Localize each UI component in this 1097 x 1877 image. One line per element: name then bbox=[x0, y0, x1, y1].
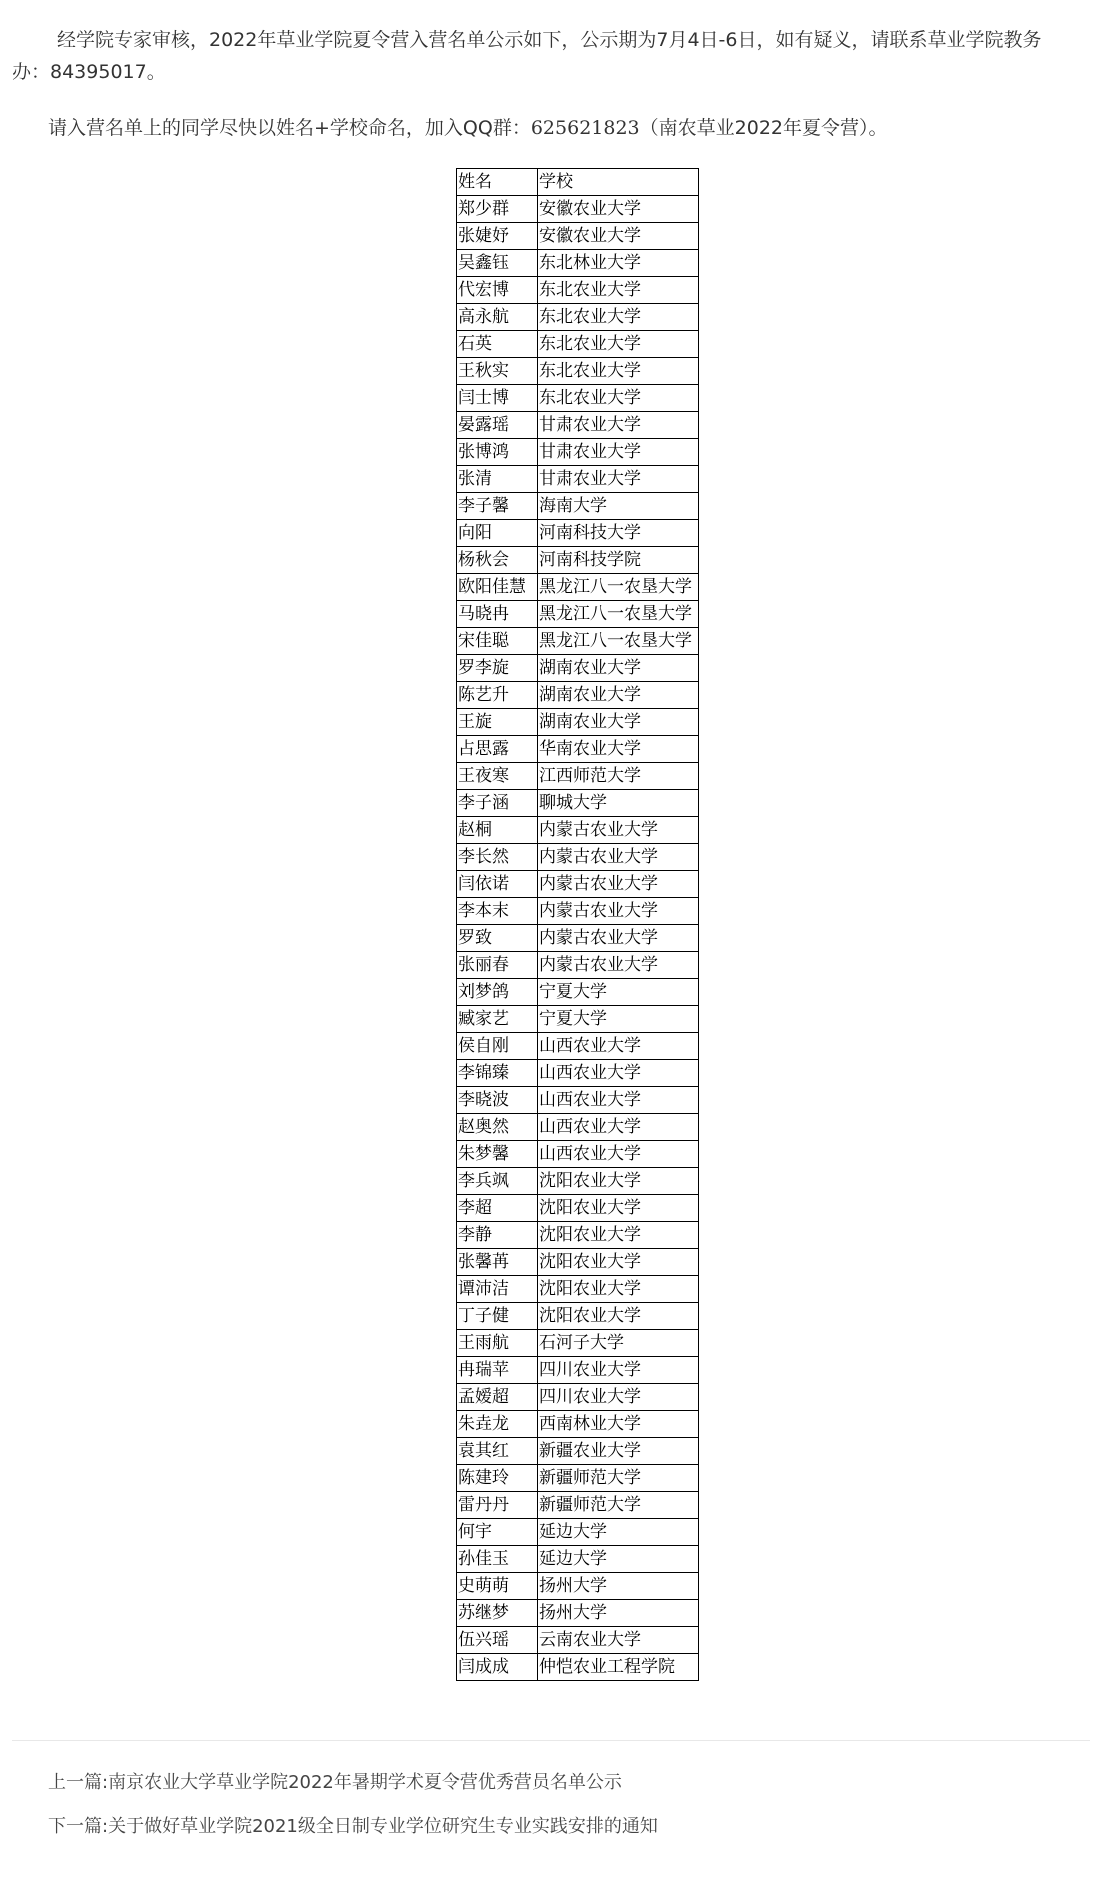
student-name-cell: 刘梦鸽 bbox=[457, 979, 538, 1006]
table-row bbox=[457, 1114, 699, 1141]
school-cell: 东北农业大学 bbox=[538, 385, 699, 412]
notice-paragraph: 经学院专家审核，2022年草业学院夏令营入营名单公示如下，公示期为7月4日-6日，如有疑义，请联系草业学院教务办：84395017。 bbox=[12, 29, 1042, 83]
table-row bbox=[457, 952, 699, 979]
table-row bbox=[457, 1546, 699, 1573]
school-cell: 甘肃农业大学 bbox=[538, 412, 699, 439]
camp-admission-table bbox=[456, 168, 699, 1681]
student-name-cell: 赵桐 bbox=[457, 817, 538, 844]
school-cell: 聊城大学 bbox=[538, 790, 699, 817]
student-name-cell: 张丽春 bbox=[457, 952, 538, 979]
prev-article-link[interactable]: 南京农业大学草业学院2022年暑期学术夏令营优秀营员名单公示 bbox=[108, 1772, 622, 1793]
student-name-cell: 李静 bbox=[457, 1222, 538, 1249]
school-cell: 黑龙江八一农垦大学 bbox=[538, 574, 699, 601]
next-article-link[interactable]: 关于做好草业学院2021级全日制专业学位研究生专业实践安排的通知 bbox=[108, 1816, 658, 1837]
student-name-cell: 李超 bbox=[457, 1195, 538, 1222]
table-row bbox=[457, 979, 699, 1006]
school-cell: 山西农业大学 bbox=[538, 1141, 699, 1168]
school-cell: 延边大学 bbox=[538, 1519, 699, 1546]
school-cell: 新疆师范大学 bbox=[538, 1492, 699, 1519]
school-cell: 内蒙古农业大学 bbox=[538, 925, 699, 952]
student-name-cell: 代宏博 bbox=[457, 277, 538, 304]
school-cell: 沈阳农业大学 bbox=[538, 1303, 699, 1330]
table-row bbox=[457, 817, 699, 844]
school-cell: 石河子大学 bbox=[538, 1330, 699, 1357]
school-cell: 内蒙古农业大学 bbox=[538, 871, 699, 898]
school-cell: 湖南农业大学 bbox=[538, 682, 699, 709]
school-cell: 河南科技学院 bbox=[538, 547, 699, 574]
table-row bbox=[457, 790, 699, 817]
student-name-cell: 王夜寒 bbox=[457, 763, 538, 790]
school-cell: 沈阳农业大学 bbox=[538, 1249, 699, 1276]
student-name-cell: 张清 bbox=[457, 466, 538, 493]
student-name-cell: 闫依诺 bbox=[457, 871, 538, 898]
school-cell: 沈阳农业大学 bbox=[538, 1276, 699, 1303]
school-cell: 新疆农业大学 bbox=[538, 1438, 699, 1465]
school-cell: 内蒙古农业大学 bbox=[538, 844, 699, 871]
student-name-cell: 侯自刚 bbox=[457, 1033, 538, 1060]
school-cell: 东北林业大学 bbox=[538, 250, 699, 277]
school-cell: 扬州大学 bbox=[538, 1573, 699, 1600]
next-article-nav bbox=[48, 1812, 658, 1838]
table-row bbox=[457, 1465, 699, 1492]
school-cell: 西南林业大学 bbox=[538, 1411, 699, 1438]
school-cell: 内蒙古农业大学 bbox=[538, 898, 699, 925]
table-row bbox=[457, 1249, 699, 1276]
student-name-cell: 李长然 bbox=[457, 844, 538, 871]
school-cell: 山西农业大学 bbox=[538, 1114, 699, 1141]
student-name-cell: 何宇 bbox=[457, 1519, 538, 1546]
student-name-cell: 闫士博 bbox=[457, 385, 538, 412]
school-cell: 江西师范大学 bbox=[538, 763, 699, 790]
table-row bbox=[457, 1600, 699, 1627]
table-row bbox=[457, 1060, 699, 1087]
student-name-cell: 晏露瑶 bbox=[457, 412, 538, 439]
student-name-cell: 赵奥然 bbox=[457, 1114, 538, 1141]
student-name-cell: 雷丹丹 bbox=[457, 1492, 538, 1519]
student-name-cell: 王旋 bbox=[457, 709, 538, 736]
school-cell: 东北农业大学 bbox=[538, 277, 699, 304]
table-row bbox=[457, 763, 699, 790]
school-cell: 沈阳农业大学 bbox=[538, 1168, 699, 1195]
school-cell: 新疆师范大学 bbox=[538, 1465, 699, 1492]
student-name-cell: 伍兴瑶 bbox=[457, 1627, 538, 1654]
student-name-cell: 袁其红 bbox=[457, 1438, 538, 1465]
qq-paragraph bbox=[12, 112, 1072, 144]
student-name-cell: 李本末 bbox=[457, 898, 538, 925]
table-row bbox=[457, 1357, 699, 1384]
student-name-cell: 朱梦馨 bbox=[457, 1141, 538, 1168]
school-cell: 内蒙古农业大学 bbox=[538, 817, 699, 844]
table-row bbox=[457, 1438, 699, 1465]
table-row bbox=[457, 1276, 699, 1303]
table-row bbox=[457, 1330, 699, 1357]
student-name-cell: 高永航 bbox=[457, 304, 538, 331]
table-row bbox=[457, 601, 699, 628]
student-name-cell: 欧阳佳慧 bbox=[457, 574, 538, 601]
school-cell: 山西农业大学 bbox=[538, 1033, 699, 1060]
table-row bbox=[457, 358, 699, 385]
student-name-cell: 占思露 bbox=[457, 736, 538, 763]
table-row bbox=[457, 223, 699, 250]
student-name-cell: 罗致 bbox=[457, 925, 538, 952]
prev-article-label: 上一篇: bbox=[48, 1772, 109, 1793]
school-cell: 内蒙古农业大学 bbox=[538, 952, 699, 979]
school-cell: 四川农业大学 bbox=[538, 1384, 699, 1411]
student-name-cell: 李子馨 bbox=[457, 493, 538, 520]
school-cell: 安徽农业大学 bbox=[538, 196, 699, 223]
school-cell: 河南科技大学 bbox=[538, 520, 699, 547]
table-row bbox=[457, 1222, 699, 1249]
next-article-label: 下一篇: bbox=[48, 1816, 109, 1837]
table-row bbox=[457, 1195, 699, 1222]
school-cell: 沈阳农业大学 bbox=[538, 1222, 699, 1249]
student-name-cell: 史萌萌 bbox=[457, 1573, 538, 1600]
student-name-cell: 王雨航 bbox=[457, 1330, 538, 1357]
student-name-cell: 陈建玲 bbox=[457, 1465, 538, 1492]
table-row bbox=[457, 1573, 699, 1600]
qq-group-suffix: （南农草业2022年夏令营）。 bbox=[639, 117, 888, 139]
table-row bbox=[457, 466, 699, 493]
school-cell: 宁夏大学 bbox=[538, 979, 699, 1006]
table-row bbox=[457, 898, 699, 925]
table-row bbox=[457, 1384, 699, 1411]
school-cell: 甘肃农业大学 bbox=[538, 466, 699, 493]
school-cell: 沈阳农业大学 bbox=[538, 1195, 699, 1222]
school-cell: 黑龙江八一农垦大学 bbox=[538, 628, 699, 655]
table-row bbox=[457, 1492, 699, 1519]
table-row bbox=[457, 304, 699, 331]
table-row bbox=[457, 1006, 699, 1033]
table-row bbox=[457, 574, 699, 601]
table-row bbox=[457, 493, 699, 520]
student-name-cell: 张婕妤 bbox=[457, 223, 538, 250]
student-name-cell: 杨秋会 bbox=[457, 547, 538, 574]
table-row bbox=[457, 628, 699, 655]
school-cell: 湖南农业大学 bbox=[538, 655, 699, 682]
table-row bbox=[457, 1033, 699, 1060]
student-name-cell: 闫成成 bbox=[457, 1654, 538, 1681]
prev-article-nav bbox=[48, 1768, 622, 1794]
table-row bbox=[457, 844, 699, 871]
student-name-cell: 朱垚龙 bbox=[457, 1411, 538, 1438]
table-row bbox=[457, 412, 699, 439]
table-row bbox=[457, 1519, 699, 1546]
school-cell: 东北农业大学 bbox=[538, 304, 699, 331]
table-row bbox=[457, 1303, 699, 1330]
table-row bbox=[457, 1141, 699, 1168]
header-name: 姓名 bbox=[457, 169, 538, 196]
footer-divider bbox=[12, 1740, 1090, 1741]
table-row bbox=[457, 385, 699, 412]
school-cell: 甘肃农业大学 bbox=[538, 439, 699, 466]
header-school: 学校 bbox=[538, 169, 699, 196]
student-name-cell: 张馨苒 bbox=[457, 1249, 538, 1276]
table-row bbox=[457, 277, 699, 304]
table-row bbox=[457, 1168, 699, 1195]
student-name-cell: 吴鑫钰 bbox=[457, 250, 538, 277]
table-row bbox=[457, 871, 699, 898]
school-cell: 宁夏大学 bbox=[538, 1006, 699, 1033]
table-row bbox=[457, 250, 699, 277]
table-header-row bbox=[457, 169, 699, 196]
student-name-cell: 臧家艺 bbox=[457, 1006, 538, 1033]
student-name-cell: 孙佳玉 bbox=[457, 1546, 538, 1573]
student-name-cell: 马晓冉 bbox=[457, 601, 538, 628]
student-name-cell: 李子涵 bbox=[457, 790, 538, 817]
student-name-cell: 宋佳聪 bbox=[457, 628, 538, 655]
student-name-cell: 向阳 bbox=[457, 520, 538, 547]
student-name-cell: 张博鸿 bbox=[457, 439, 538, 466]
school-cell: 黑龙江八一农垦大学 bbox=[538, 601, 699, 628]
table-row bbox=[457, 1654, 699, 1681]
school-cell: 云南农业大学 bbox=[538, 1627, 699, 1654]
table-row bbox=[457, 439, 699, 466]
table-row bbox=[457, 331, 699, 358]
student-name-cell: 苏继梦 bbox=[457, 1600, 538, 1627]
school-cell: 东北农业大学 bbox=[538, 331, 699, 358]
qq-group-number: 625621823 bbox=[530, 117, 640, 139]
student-name-cell: 李锦臻 bbox=[457, 1060, 538, 1087]
student-name-cell: 陈艺升 bbox=[457, 682, 538, 709]
student-name-cell: 李兵飒 bbox=[457, 1168, 538, 1195]
school-cell: 海南大学 bbox=[538, 493, 699, 520]
school-cell: 四川农业大学 bbox=[538, 1357, 699, 1384]
student-name-cell: 冉瑞苹 bbox=[457, 1357, 538, 1384]
student-name-cell: 丁子健 bbox=[457, 1303, 538, 1330]
school-cell: 仲恺农业工程学院 bbox=[538, 1654, 699, 1681]
qq-instruction-text: 请入营名单上的同学尽快以姓名+学校命名，加入QQ群： bbox=[48, 117, 531, 139]
student-name-cell: 谭沛洁 bbox=[457, 1276, 538, 1303]
student-name-cell: 郑少群 bbox=[457, 196, 538, 223]
table-row bbox=[457, 1087, 699, 1114]
school-cell: 东北农业大学 bbox=[538, 358, 699, 385]
school-cell: 山西农业大学 bbox=[538, 1087, 699, 1114]
student-name-cell: 罗李旋 bbox=[457, 655, 538, 682]
student-name-cell: 王秋实 bbox=[457, 358, 538, 385]
table-row bbox=[457, 736, 699, 763]
school-cell: 扬州大学 bbox=[538, 1600, 699, 1627]
table-row bbox=[457, 1411, 699, 1438]
school-cell: 安徽农业大学 bbox=[538, 223, 699, 250]
table-row bbox=[457, 925, 699, 952]
student-name-cell: 孟嫒超 bbox=[457, 1384, 538, 1411]
student-name-cell: 李晓波 bbox=[457, 1087, 538, 1114]
student-name-cell: 石英 bbox=[457, 331, 538, 358]
table-row bbox=[457, 1627, 699, 1654]
school-cell: 延边大学 bbox=[538, 1546, 699, 1573]
school-cell: 湖南农业大学 bbox=[538, 709, 699, 736]
table-row bbox=[457, 520, 699, 547]
table-row bbox=[457, 547, 699, 574]
table-row bbox=[457, 196, 699, 223]
table-row bbox=[457, 655, 699, 682]
school-cell: 华南农业大学 bbox=[538, 736, 699, 763]
table-row bbox=[457, 709, 699, 736]
table-row bbox=[457, 682, 699, 709]
school-cell: 山西农业大学 bbox=[538, 1060, 699, 1087]
